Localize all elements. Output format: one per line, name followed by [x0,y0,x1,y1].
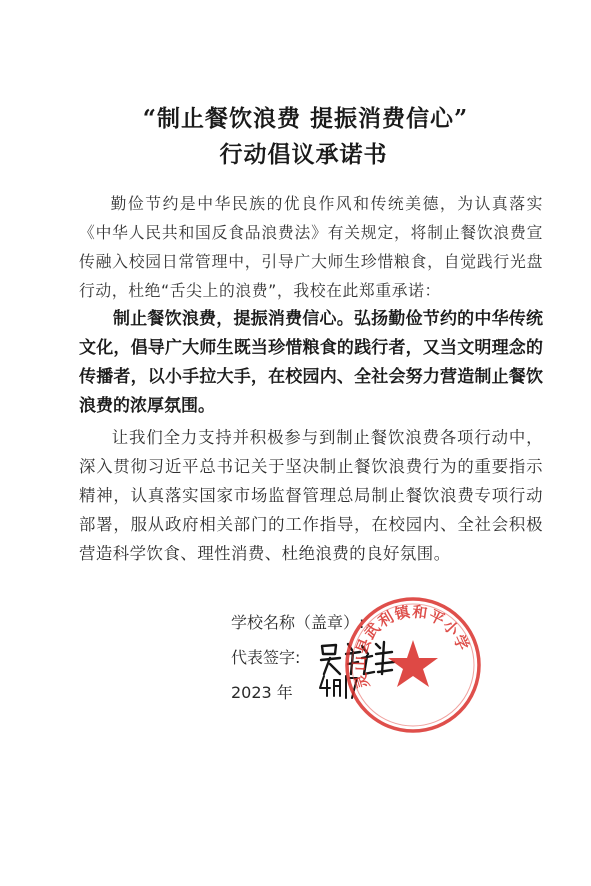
official-seal [342,594,484,736]
paragraph-commitment: 制止餐饮浪费，提振消费信心。弘扬勤俭节约的中华传统文化，倡导广大师生既当珍惜粮食的践行者，又当文明理念的传播者，以小手拉大手，在校园内、全社会努力营造制止餐饮浪费的浓厚氛围。 [79,309,543,416]
school-name-label: 学校名称（盖章）: [231,613,365,632]
document-title-line1: “制止餐饮浪费 提振消费信心” [142,105,469,132]
svg-text:灵山县武利镇和平小学: 灵山县武利镇和平小学 [350,602,473,691]
representative-label: 代表签字: [231,648,301,667]
paragraph-call-to-action: 让我们全力支持并积极参与到制止餐饮浪费各项行动中，深入贯彻习近平总书记关于坚决制止餐饮浪费行为的重要指示精神，认真落实国家市场监督管理总局制止餐饮浪费专项行动部署，服从政府相关部门的工作指导，在校园内、全社会积极营造科学饮食、理性消费、杜绝浪费的良好氛围。 [79,428,543,563]
date-label: 2023 年 [231,683,293,702]
document-title-line2: 行动倡议承诺书 [219,141,388,168]
paragraph-intro: 勤俭节约是中华民族的优良作风和传统美德，为认真落实《中华人民共和国反食品浪费法》有关规定，将制止餐饮浪费宣传融入校园日常管理中，引导广大师生珍惜粮食，自觉践行光盘行动，杜绝“舌尖上的浪费”，我校在此郑重承诺： [79,194,543,300]
